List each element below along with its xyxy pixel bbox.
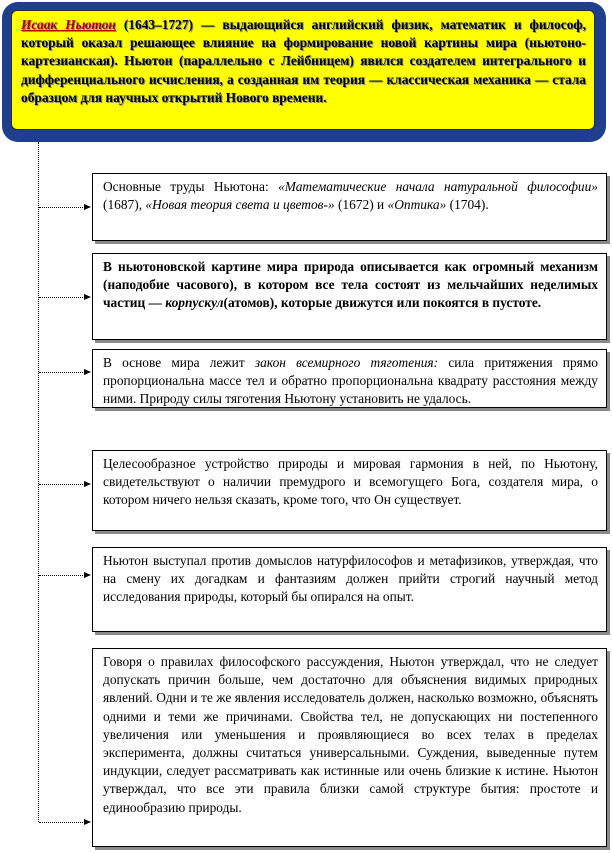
header-panel (2, 2, 606, 142)
box-rules (92, 648, 607, 847)
connector-branch-2 (39, 297, 89, 298)
work-title: «Оптика» (387, 197, 447, 213)
box-text: сила притяжения прямо пропорциональна массе тел и обратно пропорциональна квадрату расстояния между ними. Природу силы тяготения Ньютону установить не удалось. (103, 355, 598, 407)
box-gravitation (92, 349, 607, 408)
box-text: Основные труды Ньютона: (103, 179, 279, 194)
emphasis-term: корпускул (165, 295, 224, 311)
box-god (92, 450, 607, 531)
box-text: В основе мира лежит (103, 355, 255, 370)
header-description: (1643–1727) — выдающийся английский физик, математик и философ, который оказал решающее влияние на формирование новой картины мира (ньютоно-картезианская). Ньютон (параллельно с Лейбницем) явился создателем интегрального и дифференциального исчисления, а созданная им теория — классическая механика — стала образцом для научных открытий Нового времени. (21, 17, 586, 105)
box-god-text: Целесообразное устройство природы и мировая гармония в ней, по Ньютону, свидетельствуют о наличии премудрого и всемогущего Бога, создателя мира, о котором ничего нельзя сказать, кроме того, что Он существует. (103, 456, 598, 508)
box-method-text: Ньютон выступал против домыслов натурфилософов и метафизиков, утверждая, что на смену их догадкам и фантазиям должен прийти строгий научный метод исследования природы, который бы опирался на опыт. (103, 553, 598, 605)
connector-trunk (38, 142, 39, 822)
connector-branch-3 (39, 372, 89, 373)
arrow-right-icon (84, 369, 91, 375)
arrow-right-icon (84, 572, 91, 578)
box-method (92, 547, 607, 632)
box-main-works-text (103, 178, 598, 214)
connector-branch-4 (39, 484, 89, 485)
box-text: (1704). (446, 197, 489, 213)
work-title: «Новая теория света и цветов-» (145, 197, 335, 213)
box-main-works (92, 173, 607, 241)
box-mechanism-text (103, 258, 598, 313)
work-title: «Математические начала натуральной философии» (278, 179, 598, 194)
box-text: (атомов), которые движутся или покоятся в пустоте. (223, 295, 542, 311)
arrow-right-icon (84, 204, 91, 210)
connector-branch-6 (39, 822, 89, 823)
arrow-right-icon (84, 481, 91, 487)
connector-branch-1 (39, 207, 89, 208)
box-text: (1672) и (334, 197, 388, 213)
header-name: Исаак Ньютон (21, 17, 116, 32)
box-text: В ньютоновской картине мира природа описывается как огромный механизм (наподобие часового), в котором все тела состоят из мельчайших неделимых частиц — (103, 259, 598, 311)
header-text-block (11, 10, 595, 130)
connector-branch-5 (39, 575, 89, 576)
box-mechanism (92, 253, 607, 340)
emphasis-term: закон всемирного тяготения: (254, 355, 439, 370)
box-gravitation-text (103, 354, 598, 409)
box-rules-text: Говоря о правилах философского рассуждения, Ньютон утверждал, что не следует допускать причин больше, чем достаточно для объяснения видимых природных явлений. Одни и те же явления исследователь должен, насколько возможно, объяснять одними и теми же причинами. Свойства тел, не допускающих ни постепенного увеличения или уменьшения и проявляющиеся во всех телах в пределах эксперимента, должны считаться универсальными. Суждения, выведенные путем индукции, следует рассматривать как истинные или очень близкие к истине. Ньютон утверждал, что все эти правила близки самой структуре бытия: простоте и единообразию природы. (103, 654, 598, 815)
arrow-right-icon (84, 294, 91, 300)
arrow-right-icon (84, 819, 91, 825)
box-text: (1687), (103, 197, 146, 213)
